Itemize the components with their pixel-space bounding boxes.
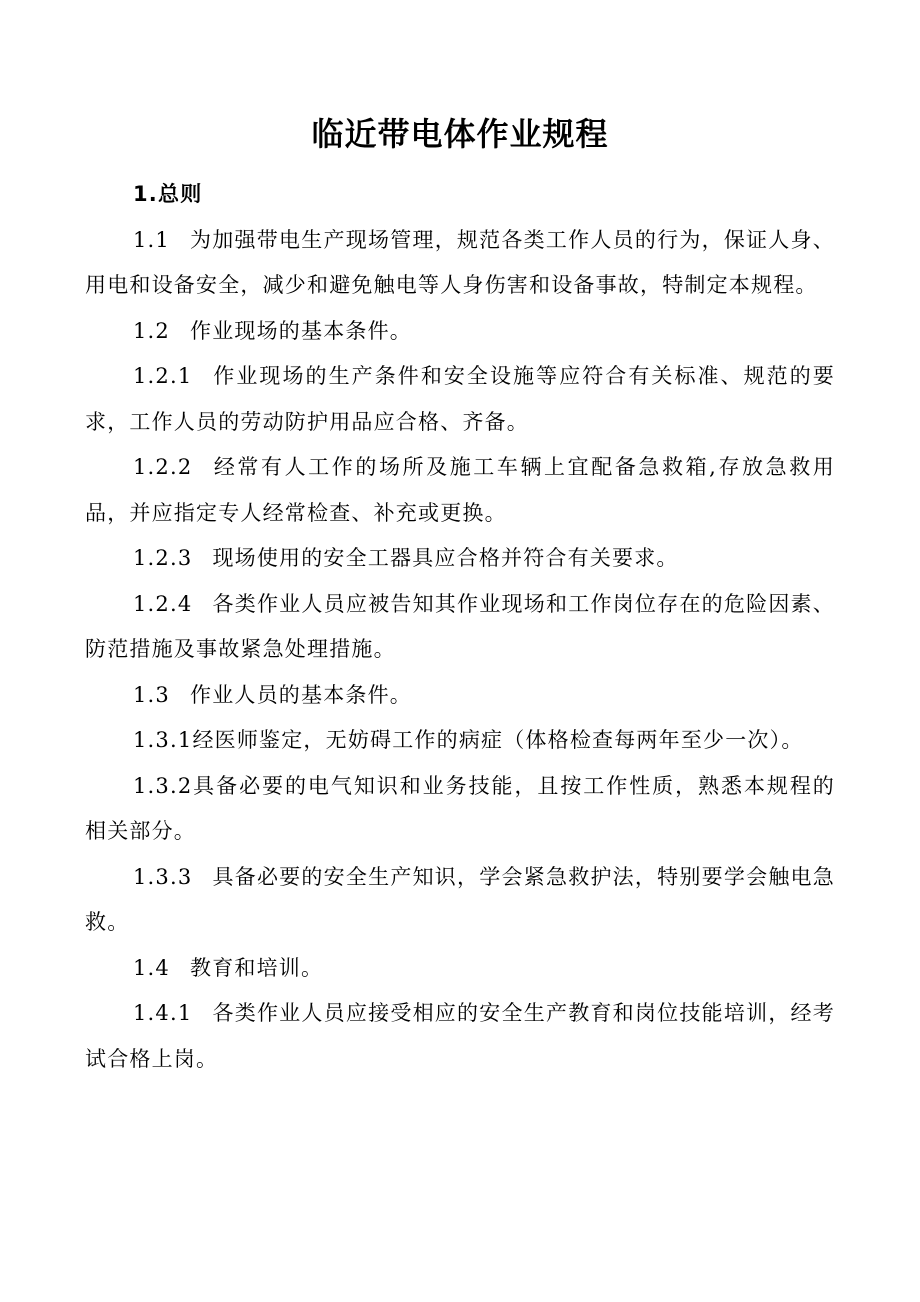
paragraph-text: 经医师鉴定，无妨碍工作的病症（体格检查每两年至少一次）。 xyxy=(192,728,804,752)
paragraph-text: 教育和培训。 xyxy=(190,955,324,980)
paragraph-text: 作业人员的基本条件。 xyxy=(190,682,412,707)
paragraph-text: 各类作业人员应接受相应的安全生产教育和岗位技能培训，经考试合格上岗。 xyxy=(85,1001,835,1071)
paragraph xyxy=(85,445,835,536)
paragraph-text: 作业现场的生产条件和安全设施等应符合有关标准、规范的要求，工作人员的劳动防护用品应合格、齐备。 xyxy=(85,364,835,434)
paragraph xyxy=(85,673,835,719)
paragraph-number: 1. xyxy=(133,182,158,206)
paragraph-number: 1.4.1 xyxy=(133,1001,193,1025)
paragraph-number: 1.3.2 xyxy=(133,773,193,798)
paragraph xyxy=(85,536,835,582)
paragraph xyxy=(85,718,835,764)
paragraph-number: 1.2.1 xyxy=(133,364,193,388)
paragraph-number: 1.2.2 xyxy=(133,455,193,479)
paragraph xyxy=(85,309,835,355)
paragraph-number: 1.2.4 xyxy=(133,591,193,616)
document-title: 临近带电体作业规程 xyxy=(311,115,609,153)
paragraph-number: 1.2 xyxy=(133,318,170,343)
paragraph-text: 经常有人工作的场所及施工车辆上宜配备急救箱,存放急救用品，并应指定专人经常检查、补充或更换。 xyxy=(85,455,835,525)
paragraph-text: 具备必要的电气知识和业务技能，且按工作性质，熟悉本规程的相关部分。 xyxy=(85,773,835,843)
paragraph-text: 总则 xyxy=(158,182,203,206)
paragraph xyxy=(85,582,835,673)
paragraph xyxy=(85,855,835,946)
paragraph xyxy=(85,991,835,1082)
paragraph xyxy=(85,218,835,309)
document-body xyxy=(85,172,835,1082)
paragraph-number: 1.1 xyxy=(133,227,170,252)
paragraph-text: 作业现场的基本条件。 xyxy=(190,318,412,343)
paragraph-text: 具备必要的安全生产知识，学会紧急救护法，特别要学会触电急救。 xyxy=(85,864,835,934)
paragraph xyxy=(85,946,835,992)
section-heading xyxy=(85,172,835,218)
paragraph-number: 1.4 xyxy=(133,955,170,980)
paragraph-number: 1.3.1 xyxy=(133,728,193,752)
paragraph-text: 现场使用的安全工器具应合格并符合有关要求。 xyxy=(212,546,679,570)
paragraph-number: 1.3 xyxy=(133,682,170,707)
paragraph-number: 1.2.3 xyxy=(133,546,193,570)
paragraph-text: 为加强带电生产现场管理，规范各类工作人员的行为，保证人身、用电和设备安全，减少和避免触电等人身伤害和设备事故，特制定本规程。 xyxy=(85,227,835,297)
paragraph xyxy=(85,764,835,855)
paragraph-text: 各类作业人员应被告知其作业现场和工作岗位存在的危险因素、防范措施及事故紧急处理措施。 xyxy=(85,591,835,661)
paragraph xyxy=(85,354,835,445)
paragraph-number: 1.3.3 xyxy=(133,864,193,889)
